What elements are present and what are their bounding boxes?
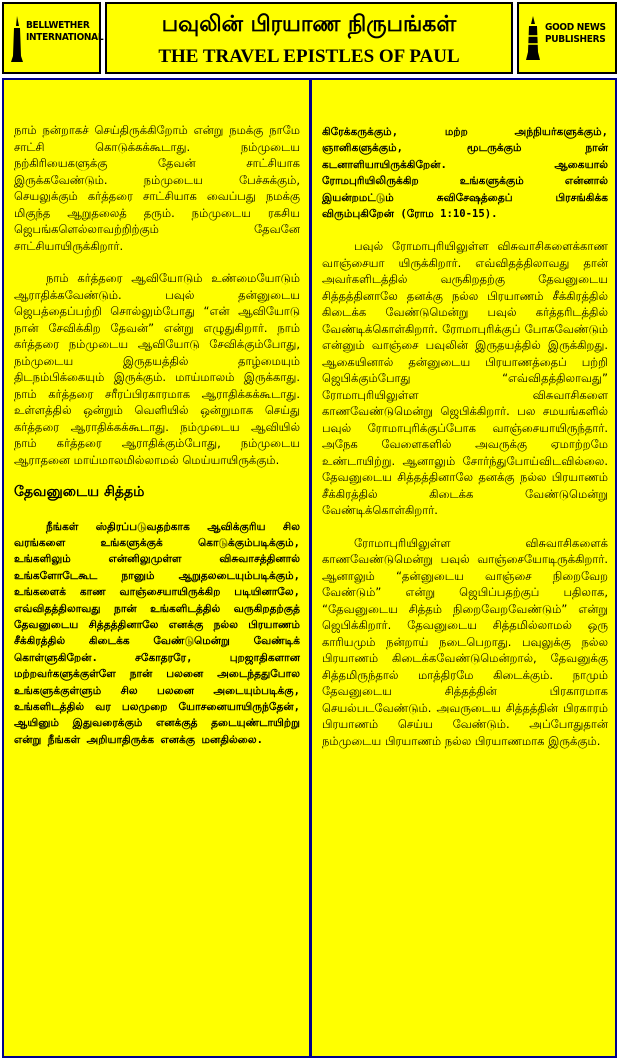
- right-column: [322, 124, 608, 765]
- header: [2, 2, 617, 78]
- title-box: [105, 2, 513, 74]
- left-paragraph-1: நாம் நன்றாகச் செய்திருக்கிறோம் என்று நமக்கு நாமே சாட்சி கொடுக்கக்கூடாது. நம்முடைய நற்கிரியைகளுக்கு தேவன் சாட்சியாக இருக்கவேண்டும். நம்முடைய பேச்சுக்கும், செயலுக்கும் கர்த்தரை சாட்சியாக வைப்பது நமக்கு மிகுந்த ஆறுதலைத் தரும். நம்முடைய ரகசிய ஜெபங்களெல்லாவற்றிற்கும் தேவனே சாட்சியாயிருக்கிறார்.: [14, 123, 300, 253]
- title-tamil: பவுலின் பிரயாண நிருபங்கள்: [161, 12, 457, 37]
- left-column: [14, 122, 300, 764]
- publisher-logo-left: [2, 2, 104, 74]
- logo-left-line2: INTERNATIONAL: [26, 32, 104, 43]
- logo-right-line1: GOOD NEWS: [545, 22, 606, 33]
- left-scripture-quote: நீங்கள் ஸ்திரப்படுவதற்காக ஆவிக்குரிய சில வரங்களை உங்களுக்குக் கொடுக்கும்படிக்கும், உங்களிலும் என்னிலுமுள்ள விசுவாசத்தினால் உங்களோடேகூட நானும் ஆறுதலடையும்படிக்கும், உங்களைக் காண வாஞ்சையாயிருக்கிற படியினாலே, எவ்விதத்திலாவது நான் உங்களிடத்தில் வருகிறதற்குத் தேவனுடைய சித்தத்தினாலே எனக்கு நல்ல பிரயாணம் சீக்கிரத்தில் கிடைக்க வேண்டுமென்று வேண்டிக் கொள்ளுகிறேன். சகோதரரே, புறஜாதிகளான மற்றவர்களுக்குள்ளே நான் பலனை அடைந்ததுபோல உங்களுக்குள்ளும் சில பலனை அடையும்படிக்கு, உங்களிடத்தில் வர பலமுறை யோசனையாயிருந்தேன், ஆயினும் இதுவரைக்கும் எனக்குத் தடையுண்டாயிற்று என்று நீங்கள் அறியாதிருக்க எனக்கு மனதில்லை.: [14, 520, 300, 746]
- column-divider: [309, 78, 312, 1058]
- right-paragraph-1: பவுல் ரோமாபுரியிலுள்ள விசுவாசிகளைக்காண வாஞ்சையா யிருக்கிறார். எவ்விதத்திலாவது தான் அவர்களிடத்தில் வருகிறதற்கு தேவனுடைய சித்தத்தினாலே தனக்கு நல்ல பிரயாணம் சீக்கிரத்தில் கிடைக்க வேண்டுமென்று பவுல் கர்த்தரிடத்தில் வேண்டிக்கொள்கிறார். ரோமாபுரிக்குப் போகவேண்டும் என்னும் வாஞ்சை பவுலின் இருதயத்தில் இருக்கிறது. ஆகையினால் தன்னுடைய பிரயாணத்தைப் பற்றி ஜெபிக்கும்போது “எவ்விதத்திலாவது” ரோமாபுரியிலுள்ள விசுவாசிகளை காணவேண்டுமென்று ஜெபிக்கிறார். பல சமயங்களில் பவுல் ரோமாபுரிக்குப்போக வாஞ்சையாயிருந்தார். அநேக வேளைகளில் அவருக்கு ஏமாற்றமே உண்டாயிற்று. ஆனாலும் சோர்ந்துபோய்விடவில்லை. தேவனுடைய சித்தத்தினாலே தனக்கு நல்ல பிரயாணம் சீக்கிரத்தில் கிடைக்க வேண்டுமென்று வேண்டிக்கொள்கிறார்.: [322, 239, 608, 518]
- section-heading: தேவனுடைய சித்தம்: [14, 484, 145, 500]
- logo-left-line1: BELLWETHER: [26, 20, 90, 31]
- bellwether-logo-icon: [10, 16, 24, 62]
- logo-right-line2: PUBLISHERS: [545, 34, 606, 45]
- right-paragraph-2: ரோமாபுரியிலுள்ள விசுவாசிகளைக் காணவேண்டுமென்று பவுல் வாஞ்சையோடிருக்கிறார். ஆனாலும் “தன்னுடைய வாஞ்சை நிறைவேற வேண்டும்” என்று ஜெபிப்பதற்குப் பதிலாக, “தேவனுடைய சித்தம் நிறைவேறவேண்டும்” என்று ஜெபிக்கிறார். தேவனுடைய சித்தமில்லாமல் ஒரு காரியமும் நன்றாய் நடைபெறாது. பவுலுக்கு நல்ல பிரயாணம் கிடைக்கவேண்டுமென்றால், தேவனுக்கு சித்தமிருந்தால் மாத்திரமே கிடைக்கும். நாமும் தேவனுடைய சித்தத்தின் பிரகாரமாக செயல்படவேண்டும். அவருடைய சித்தத்தின் பிரகாரம் பிரயாணம் செய்ய வேண்டும். அப்போதுதான் நம்முடைய பிரயாணம் நல்ல பிரயாணமாக இருக்கும்.: [322, 535, 608, 748]
- left-paragraph-2: நாம் கர்த்தரை ஆவியோடும் உண்மையோடும் ஆராதிக்கவேண்டும். பவுல் தன்னுடைய ஜெபத்தைப்பற்றி சொல்லும்போது “என் ஆவியோடு நான் சேவிக்கிற தேவன்” என்று எழுதுகிறார். நாம் கர்த்தரை நம்முடைய ஆவியோடு சேவிக்கும்போது, நம்முடைய இருதயத்தில் தாழ்மையும் திடநம்பிக்கையும் இருக்கும். மாய்மாலம் இருக்காது. நாம் கர்த்தரை சரீரப்பிரகாரமாக ஆராதிக்கக்கூடாது. உள்ளத்தில் ஒன்றும் வெளியில் ஒன்றுமாக செய்து கர்த்தரை ஆராதிக்கக்கூடாது. நம்முடைய ஆவியில் நாம் கர்த்தரை ஆராதிக்கும்போது, நம்முடைய ஆராதனை மாய்மாலமில்லாமல் மெய்யாயிருக்கும்.: [14, 271, 300, 467]
- good-news-logo-icon: [525, 16, 541, 60]
- title-english: THE TRAVEL EPISTLES OF PAUL: [158, 46, 460, 67]
- right-scripture-quote: கிரேக்கருக்கும், மற்ற அந்நியர்களுக்கும், ஞானிகளுக்கும், மூடருக்கும் நான் கடனாளியாயிருக்கிறேன். ஆகையால் ரோமபுரியிலிருக்கிற உங்களுக்கும் என்னால் இயன்றமட்டும் சுவிசேஷத்தைப் பிரசங்கிக்க விரும்புகிறேன் (ரோம 1:10-15).: [322, 126, 608, 221]
- publisher-logo-right: [517, 2, 617, 74]
